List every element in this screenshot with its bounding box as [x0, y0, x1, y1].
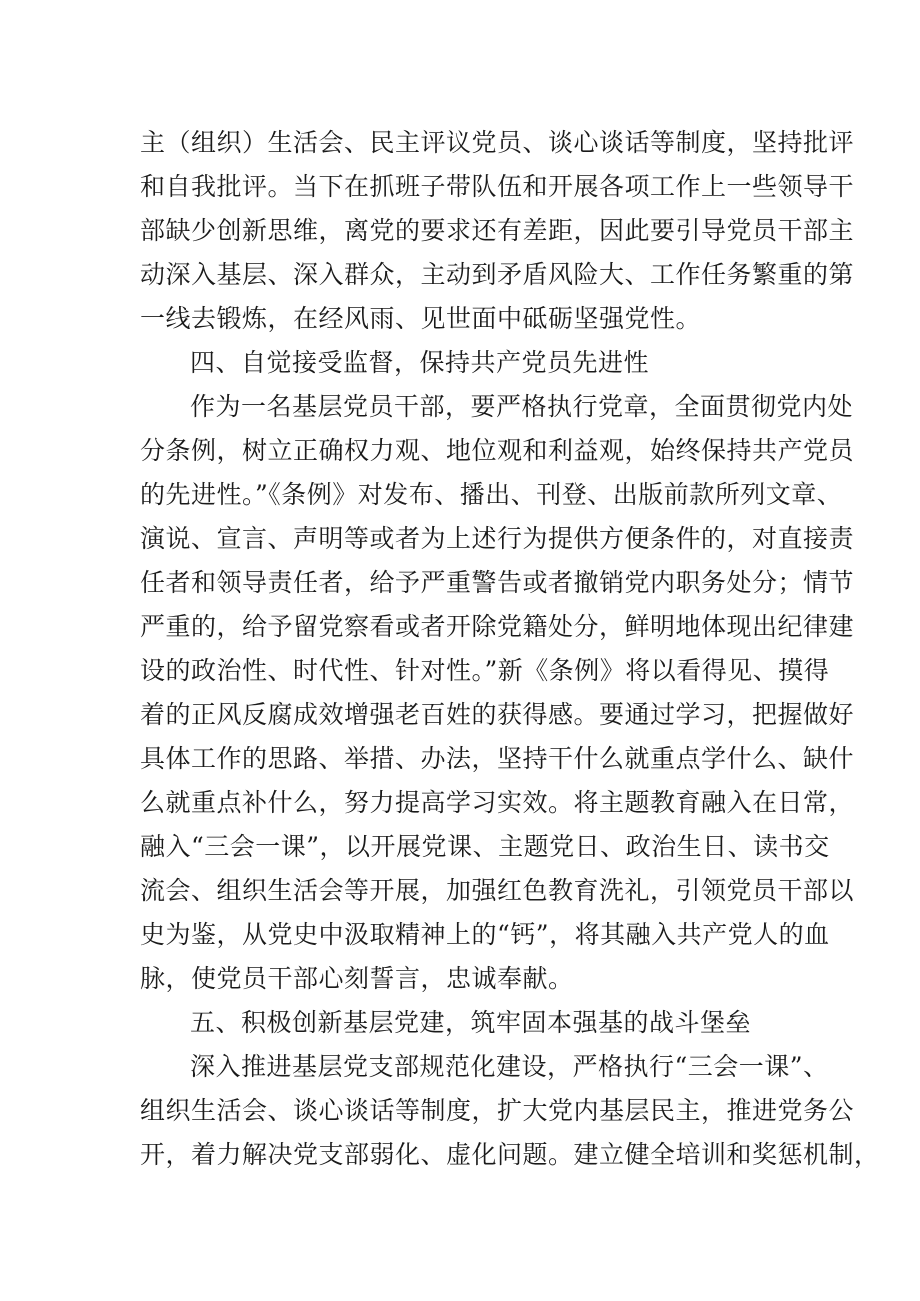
text-line: 深入推进基层党支部规范化建设，严格执行“三会一课”、	[190, 1052, 829, 1081]
text-line: 部缺少创新思维，离党的要求还有差距，因此要引导党员干部主	[140, 216, 855, 245]
text-line: 演说、宣言、声明等或者为上述行为提供方便条件的，对直接责	[140, 524, 855, 553]
text-line: 脉，使党员干部心刻誓言，忠诚奉献。	[140, 964, 574, 993]
text-line: 史为鉴，从党史中汲取精神上的“钙”，将其融入共产党人的血	[140, 920, 830, 949]
section-heading: 五、积极创新基层党建，筑牢固本强基的战斗堡垒	[190, 1008, 752, 1037]
text-line: 的先进性。”《条例》对发布、播出、刊登、出版前款所列文章、	[140, 480, 843, 509]
text-line: 设的政治性、时代性、针对性。”新《条例》将以看得见、摸得	[140, 656, 830, 685]
section-heading: 四、自觉接受监督，保持共产党员先进性	[190, 348, 650, 377]
text-line: 分条例，树立正确权力观、地位观和利益观，始终保持共产党员	[140, 436, 855, 465]
text-line: 和自我批评。当下在抓班子带队伍和开展各项工作上一些领导干	[140, 172, 855, 201]
text-line: 组织生活会、谈心谈话等制度，扩大党内基层民主，推进党务公	[140, 1096, 855, 1125]
text-line: 具体工作的思路、举措、办法，坚持干什么就重点学什么、缺什	[140, 744, 855, 773]
text-line: 严重的，给予留党察看或者开除党籍处分，鲜明地体现出纪律建	[140, 612, 855, 641]
text-line: 作为一名基层党员干部，要严格执行党章，全面贯彻党内处	[190, 392, 854, 421]
text-line: 一线去锻炼，在经风雨、见世面中砥砺坚强党性。	[140, 304, 702, 333]
text-line: 主（组织）生活会、民主评议党员、谈心谈话等制度，坚持批评	[140, 128, 855, 157]
text-line: 任者和领导责任者，给予严重警告或者撤销党内职务处分；情节	[140, 568, 855, 597]
text-line: 么就重点补什么，努力提高学习实效。将主题教育融入在日常，	[140, 788, 855, 817]
text-line: 流会、组织生活会等开展，加强红色教育洗礼，引领党员干部以	[140, 876, 855, 905]
text-line: 动深入基层、深入群众，主动到矛盾风险大、工作任务繁重的第	[140, 260, 855, 289]
text-line: 开，着力解决党支部弱化、虚化问题。建立健全培训和奖惩机制，	[140, 1140, 880, 1169]
text-line: 融入“三会一课”，以开展党课、主题党日、政治生日、读书交	[140, 832, 830, 861]
text-line: 着的正风反腐成效增强老百姓的获得感。要通过学习，把握做好	[140, 700, 855, 729]
